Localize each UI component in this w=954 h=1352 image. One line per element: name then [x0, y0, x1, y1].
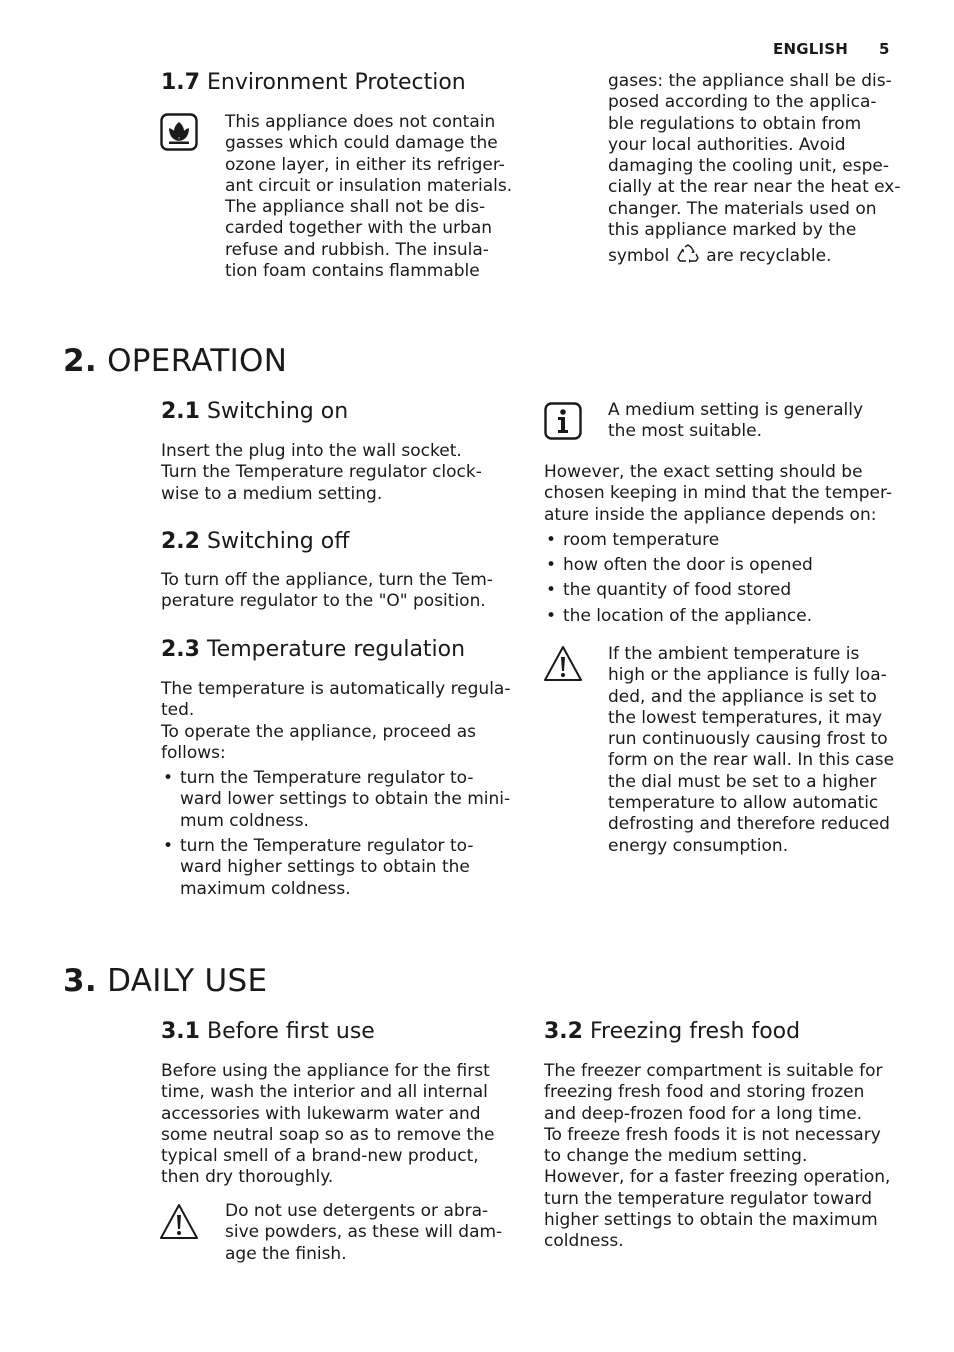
text-line: this appliance marked by the	[608, 220, 857, 241]
running-header-language: ENGLISH	[773, 40, 849, 58]
text-line: ded, and the appliance is set to	[608, 686, 877, 707]
text-line: chosen keeping in mind that the temper-	[544, 483, 893, 504]
text-line: higher settings to obtain the maximum	[544, 1210, 878, 1231]
text-line: coldness.	[544, 1231, 624, 1252]
text-line: carded together with the urban	[225, 218, 493, 239]
text-line: • the location of the appliance.	[563, 605, 813, 626]
text-line: Do not use detergents or abra-	[225, 1201, 489, 1221]
chapter-title: OPERATION	[107, 343, 288, 379]
section-2-2-heading	[161, 529, 349, 554]
section-number: 3.1	[161, 1019, 200, 1044]
text-line: perature regulator to the "O" position.	[161, 591, 486, 612]
text-line: turn the temperature regulator toward	[544, 1188, 872, 1209]
section-3-2-heading	[544, 1019, 800, 1044]
before-first-use-text	[161, 1061, 494, 1189]
text-line: maximum coldness.	[180, 878, 351, 899]
text-line: • turn the Temperature regulator to-	[180, 768, 474, 789]
list-item	[544, 555, 892, 576]
text-line: However, the exact setting should be	[544, 462, 863, 482]
text-line: to change the medium setting.	[544, 1146, 808, 1167]
environment-text-right	[608, 71, 901, 268]
text-line: gasses which could damage the	[225, 133, 498, 154]
info-note-text	[608, 400, 863, 443]
text-line: the dial must be set to a higher	[608, 771, 877, 792]
section-title: Before first use	[206, 1019, 375, 1044]
text-line: To freeze fresh foods it is not necessary	[544, 1124, 881, 1145]
text-line: However, for a faster freezing operation,	[544, 1167, 891, 1188]
text-line: cially at the rear near the heat ex-	[608, 177, 901, 198]
list-item	[161, 768, 510, 832]
page-number: 5	[879, 40, 890, 58]
environment-icon	[160, 113, 198, 151]
text-line: • room temperature	[563, 529, 720, 550]
text-line: posed according to the applica-	[608, 92, 877, 113]
text-line: the most suitable.	[608, 421, 763, 442]
text-line: follows:	[161, 742, 226, 763]
text-line: ant circuit or insulation materials.	[225, 175, 513, 196]
text-line: A medium setting is generally	[608, 400, 864, 420]
text-line: If the ambient temperature is	[608, 644, 860, 664]
section-number: 2.3	[161, 637, 200, 662]
warning-icon	[159, 1203, 197, 1241]
text-line: are recyclable.	[706, 246, 832, 267]
warning-frost-text	[608, 644, 894, 857]
chapter-number: 3.	[63, 963, 97, 999]
freezing-fresh-food-text	[544, 1061, 890, 1253]
section-title: Freezing fresh food	[589, 1019, 801, 1044]
chapter-2-heading	[63, 343, 287, 379]
text-line: Before using the appliance for the first	[161, 1061, 490, 1081]
recycle-line	[608, 244, 901, 267]
text-line: ted.	[161, 700, 195, 721]
text-line: ble regulations to obtain from	[608, 113, 862, 134]
chapter-3-heading	[63, 963, 267, 999]
text-line: changer. The materials used on	[608, 198, 877, 219]
text-line: symbol	[608, 246, 670, 267]
text-line: mum coldness.	[180, 810, 309, 831]
environment-text-left	[225, 112, 512, 282]
text-line: ature inside the appliance depends on:	[544, 504, 877, 525]
text-line: temperature to allow automatic	[608, 793, 879, 814]
text-line: • turn the Temperature regulator to-	[180, 836, 474, 857]
info-icon	[544, 402, 582, 440]
text-line: then dry thoroughly.	[161, 1167, 334, 1188]
text-line: • the quantity of food stored	[563, 580, 792, 601]
switching-off-text	[161, 570, 493, 613]
text-line: The appliance shall not be dis-	[225, 197, 486, 218]
text-line: ward higher settings to obtain the	[180, 857, 470, 878]
text-line: time, wash the interior and all internal	[161, 1082, 488, 1103]
list-item	[544, 580, 892, 601]
text-line: To turn off the appliance, turn the Tem-	[161, 570, 493, 590]
text-line: run continuously causing frost to	[608, 729, 888, 750]
list-item	[544, 606, 892, 627]
switching-on-text	[161, 441, 482, 505]
text-line: the lowest temperatures, it may	[608, 707, 883, 728]
section-title: Switching off	[206, 529, 350, 554]
section-3-1-heading	[161, 1019, 375, 1044]
text-line: ozone layer, in either its refriger-	[225, 154, 505, 175]
text-line: typical smell of a brand-new product,	[161, 1146, 479, 1167]
text-line: The temperature is automatically regula-	[161, 679, 511, 699]
section-2-1-heading	[161, 399, 348, 424]
text-line: freezing fresh food and storing frozen	[544, 1082, 865, 1103]
text-line: ward lower settings to obtain the mini-	[180, 789, 511, 810]
text-line: age the finish.	[225, 1243, 347, 1264]
warning-detergents-text	[225, 1201, 502, 1265]
temperature-regulation-text	[161, 679, 510, 900]
chapter-title: DAILY USE	[107, 963, 268, 999]
section-1-7-heading	[161, 70, 466, 95]
recycle-icon	[677, 244, 699, 264]
text-line: damaging the cooling unit, espe-	[608, 156, 889, 177]
text-line: tion foam contains flammable	[225, 261, 480, 282]
chapter-number: 2.	[63, 343, 97, 379]
section-number: 2.1	[161, 399, 200, 424]
setting-depends-text	[544, 462, 892, 627]
text-line: high or the appliance is fully loa-	[608, 665, 887, 686]
text-line: your local authorities. Avoid	[608, 134, 846, 155]
section-number: 3.2	[544, 1019, 583, 1044]
text-line: Turn the Temperature regulator clock-	[161, 462, 482, 483]
section-2-3-heading	[161, 637, 465, 662]
text-line: The freezer compartment is suitable for	[544, 1061, 883, 1081]
text-line: sive powders, as these will dam-	[225, 1222, 503, 1243]
text-line: This appliance does not contain	[225, 112, 496, 132]
section-number: 2.2	[161, 529, 200, 554]
section-title: Switching on	[206, 399, 349, 424]
section-number: 1.7	[161, 70, 200, 95]
text-line: accessories with lukewarm water and	[161, 1103, 481, 1124]
text-line: energy consumption.	[608, 835, 789, 856]
text-line: gases: the appliance shall be dis-	[608, 71, 892, 91]
text-line: wise to a medium setting.	[161, 483, 383, 504]
text-line: some neutral soap so as to remove the	[161, 1124, 495, 1145]
text-line: Insert the plug into the wall socket.	[161, 441, 462, 461]
list-item	[544, 530, 892, 551]
text-line: To operate the appliance, proceed as	[161, 721, 476, 742]
warning-icon	[543, 645, 581, 683]
text-line: • how often the door is opened	[563, 555, 813, 576]
text-line: and deep-frozen food for a long time.	[544, 1103, 863, 1124]
text-line: refuse and rubbish. The insula-	[225, 239, 489, 260]
section-title: Temperature regulation	[206, 637, 466, 662]
text-line: form on the rear wall. In this case	[608, 750, 895, 771]
section-title: Environment Protection	[206, 70, 466, 95]
text-line: defrosting and therefore reduced	[608, 814, 890, 835]
list-item	[161, 836, 510, 900]
